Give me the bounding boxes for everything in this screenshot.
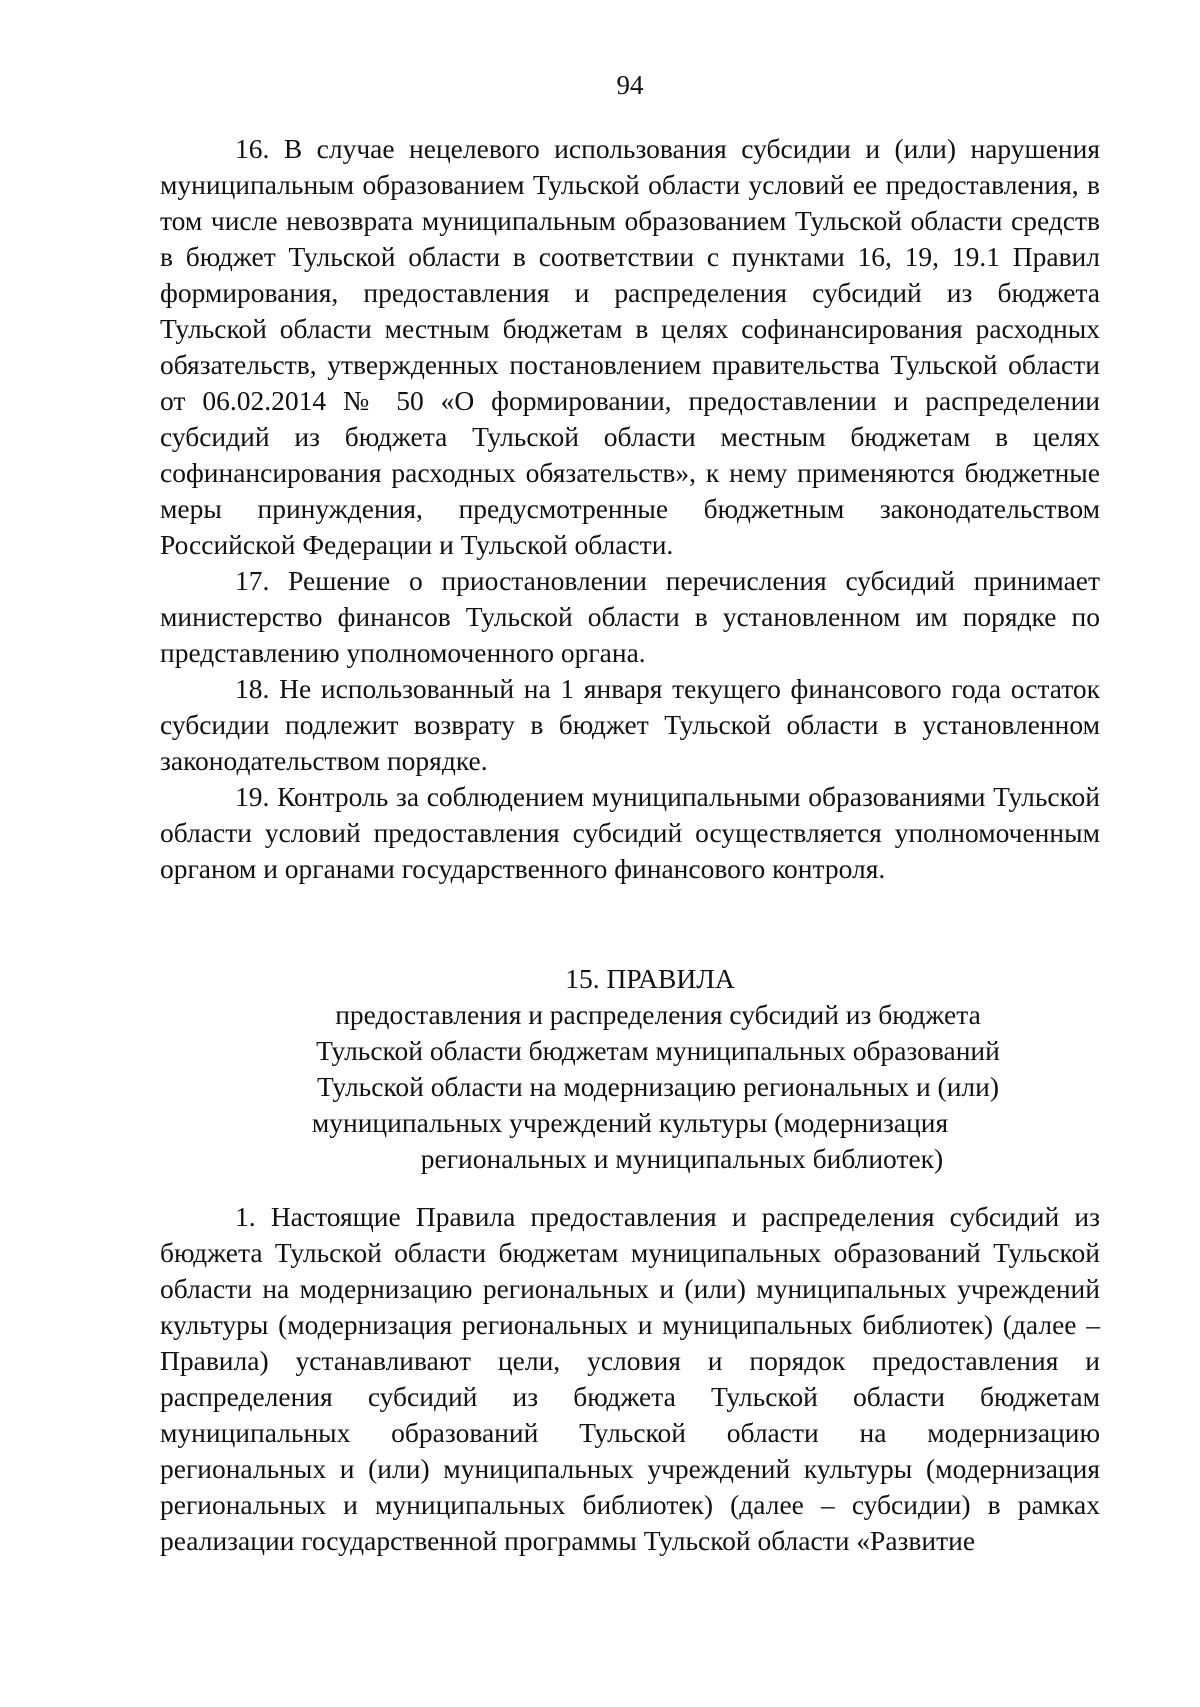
paragraph-16: 16. В случае нецелевого использования субсидии и (или) нарушения муниципальным образованием Тульской области условий ее предоставления, в том числе невозврата муниципальным образованием Тульской области средств в бюджет Тульской области в соответствии с пунктами 16, 19, 19.1 Правил формирования, предоставления и распределения субсидий из бюджета Тульской области местным бюджетам в целях софинансирования расходных обязательств, утвержденных постановлением правительства Тульской области от 06.02.2014 № 50 «О формировании, предоставлении и распределении субсидий из бюджета Тульской области местным бюджетам в целях софинансирования расходных обязательств», к нему применяются бюджетные меры принуждения, предусмотренные бюджетным законодательством Российской Федерации и Тульской области. [160, 133, 1100, 560]
paragraph-17: 17. Решение о приостановлении перечисления субсидий принимает министерство финансов Тульской области в установленном им порядке по представлению уполномоченного органа. [160, 565, 1100, 668]
heading-subtitle-line: Тульской области бюджетам муниципальных образований [316, 1035, 1000, 1066]
heading-subtitle-line: предоставления и распределения субсидий из бюджета [335, 999, 981, 1030]
heading-title: 15. ПРАВИЛА [565, 963, 735, 994]
paragraph-19: 19. Контроль за соблюдением муниципальными образованиями Тульской области условий предоставления субсидий осуществляется уполномоченным органом и органами государственного финансового контроля. [160, 781, 1100, 884]
heading-subtitle-line: муниципальных учреждений культуры (модернизация [311, 1107, 949, 1138]
rules-section-15-body [160, 1199, 1100, 1559]
heading-subtitle-line: региональных и муниципальных библиотек) [420, 1143, 944, 1174]
rules-section-continuation [160, 131, 1100, 887]
paragraph-1: 1. Настоящие Правила предоставления и распределения субсидий из бюджета Тульской области бюджетам муниципальных образований Тульской области на модернизацию региональных и (или) муниципальных учреждений культуры (модернизация региональных и муниципальных библиотек) (далее – Правила) устанавливают цели, условия и порядок предоставления и распределения субсидий из бюджета Тульской области бюджетам муниципальных образований Тульской области на модернизацию региональных и (или) муниципальных учреждений культуры (модернизация региональных и муниципальных библиотек) (далее – субсидии) в рамках реализации государственной программы Тульской области «Развитие [160, 1201, 1100, 1556]
section-heading [160, 961, 1100, 1177]
heading-subtitle-line: Тульской области на модернизацию региональных и (или) [316, 1071, 1000, 1102]
page-number: 94 [616, 70, 644, 100]
paragraph-18: 18. Не использованный на 1 января текущего финансового года остаток субсидии подлежит возврату в бюджет Тульской области в установленном законодательством порядке. [160, 673, 1100, 776]
